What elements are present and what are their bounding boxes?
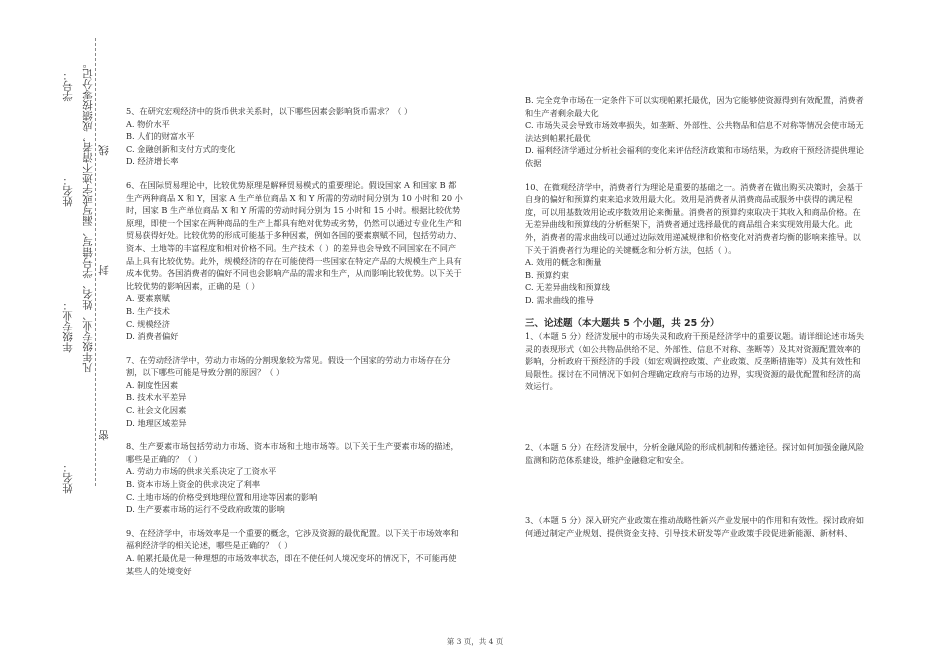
answer-option: B. 预算约束 <box>525 269 569 280</box>
grade-major-label: 年级专业： <box>62 300 74 353</box>
spacer <box>126 429 464 440</box>
left-column <box>126 105 464 577</box>
name-label: 姓名： <box>62 175 74 207</box>
section-heading: 三、论述题（本大题共 5 个小题，共 25 分） <box>525 317 720 329</box>
question-text: 1、（本题 5 分）经济发展中的市场失灵和政府干预是经济学中的重要议题。请详细论述市场失灵的表现形式（如公共物品供给不足、外部性、信息不对称、垄断等）及其对资源配置效率的影响，分析政府干预经济的手段（如宏观调控政策、产业政策、反垄断措施等）及其有效性和局限性。探讨在不同情况下如何合理确定政府与市场的边界，实现资源的最优配置和经济的高效运行。 <box>525 331 865 392</box>
answer-option: A. 制度性因素 <box>126 379 179 390</box>
answer-space <box>525 393 865 441</box>
answer-option: B. 生产技术 <box>126 305 170 316</box>
answer-option: B. 完全竞争市场在一定条件下可以实现帕累托最优，因为它能够使资源得到有效配置，消费者和生产者剩余最大化 <box>525 95 864 118</box>
answer-option: C. 土地市场的价格受到地理位置和用途等因素的影响 <box>126 491 318 502</box>
answer-option: C. 社会文化因素 <box>126 405 187 416</box>
answer-option: D. 消费者偏好 <box>126 331 179 342</box>
answer-option: D. 生产要素市场的运行不受政府政策的影响 <box>126 504 285 515</box>
binding-margin <box>0 0 112 672</box>
answer-option: B. 技术水平差异 <box>126 392 187 403</box>
answer-option: B. 资本市场上资金的供求决定了利率 <box>126 479 261 490</box>
answer-option: C. 金融创新和支付方式的变化 <box>126 143 236 154</box>
question-text: 2、（本题 5 分）在经济发展中，分析金融风险的形成机制和传播途径。探讨如何加强金融风险监测和防范体系建设，维护金融稳定和安全。 <box>525 442 865 465</box>
question-text: 6、在国际贸易理论中，比较优势原理是解释贸易模式的重要理论。假设国家 A 和国家 B 都生产两种商品 X 和 Y，国家 A 生产单位商品 X 和 Y 所需的劳动时间分别为 10 小时和 20 小时，国家 B 生产单位商品 X 和 Y 所需的劳动时间分别为 15 小时和 15 小时。根据比较优势原理，即使一个国家在两种商品的生产上都具有绝对优势或劣势，仍然可以通过专业化生产和贸易获得好处。比较优势的形成可能基于多种因素，例如各国的要素禀赋不同，包括劳动力、资本、土地等的丰富程度和相对价格不同。生产技术（ ）的差异也会导致不同国家在不同产品上具有比较优势。此外，规模经济的存在可能使得一些国家在特定产品的大规模生产上具有成本优势。各国消费者的偏好不同也会影响产品的需求和生产，从而影响比较优势。以下关于比较优势的影响因素，正确的是（ ） <box>126 179 463 291</box>
spacer <box>126 516 464 527</box>
seal-mark-feng: 封 <box>98 265 110 276</box>
answer-option: B. 人们的财富水平 <box>126 131 195 142</box>
answer-option: A. 劳动力市场的供求关系决定了工资水平 <box>126 466 277 477</box>
seal-instruction: 凡年级专业、姓名、学号错写、漏写或字迹不清者，成绩按零分记。 <box>82 58 94 373</box>
answer-option: C. 市场失灵会导致市场效率损失，如垄断、外部性、公共物品和信息不对称等情况会使市场无法达到帕累托最优 <box>525 120 864 143</box>
spacer <box>126 343 464 354</box>
page-footer: 第 3 页，共 4 页 <box>446 637 504 646</box>
spacer <box>525 307 865 318</box>
seal-mark-xian: 线 <box>98 145 110 156</box>
school-label: 姓名： <box>62 462 74 494</box>
answer-option: C. 无差异曲线和预算线 <box>525 282 610 293</box>
answer-option: D. 福利经济学通过分析社会福利的变化来评估经济政策和市场结果，为政府干预经济提供理论依据 <box>525 145 864 168</box>
student-id-label: 学号： <box>62 70 74 102</box>
answer-option: C. 规模经济 <box>126 318 170 329</box>
question-text: 5、在研究宏观经济中的货币供求关系时，以下哪些因素会影响货币需求？（ ） <box>126 106 413 116</box>
answer-option: D. 地理区域差异 <box>126 417 187 428</box>
question-text: 7、在劳动经济学中，劳动力市场的分割现象较为常见。假设一个国家的劳动力市场存在分割，以下哪些可能是导致分割的原因？（ ） <box>126 354 451 378</box>
answer-option: D. 经济增长率 <box>126 156 179 167</box>
seal-mark-mi: 密 <box>98 430 110 441</box>
answer-option: A. 物价水平 <box>126 118 170 129</box>
answer-option: D. 需求曲线的推导 <box>525 294 594 305</box>
answer-option: A. 效用的概念和衡量 <box>525 257 602 268</box>
question-text: 9、在经济学中，市场效率是一个重要的概念，它涉及资源的最优配置。以下关于市场效率和福利经济学的相关论述，哪些是正确的？（ ） <box>126 527 459 551</box>
seal-dashed-line <box>95 38 96 486</box>
question-text: 8、生产要素市场包括劳动力市场、资本市场和土地市场等。以下关于生产要素市场的描述，哪些是正确的？（ ） <box>126 441 459 464</box>
question-text: 10、在微观经济学中，消费者行为理论是重要的基础之一。消费者在做出购买决策时，会基于自身的偏好和预算约束来追求效用最大化。效用是消费者从消费商品或服务中获得的满足程度，可以用基数效用论或序数效用论来衡量。消费者的预算约束取决于其收入和商品价格。在无差异曲线和预算线的分析框架下，消费者通过选择最优的商品组合来实现效用最大化。此外，消费者的需求曲线可以通过边际效用递减规律和价格变化对消费者均衡的影响来推导。以下关于消费者行为理论的关键概念和分析方法，包括（ ）。 <box>525 181 863 255</box>
right-column <box>525 94 865 539</box>
answer-option: A. 要素禀赋 <box>126 293 170 304</box>
question-text: 3、（本题 5 分）深入研究产业政策在推动战略性新兴产业发展中的作用和有效性。探讨政府如何通过制定产业规划、提供资金支持、引导技术研发等产业政策手段促进新能源、新材料、 <box>525 515 865 538</box>
spacer <box>126 168 464 179</box>
answer-space <box>525 466 865 514</box>
spacer <box>525 170 865 181</box>
answer-option: A. 帕累托最优是一种理想的市场效率状态，即在不使任何人境况变坏的情况下，不可能再使某些人的处境变好 <box>126 553 457 576</box>
